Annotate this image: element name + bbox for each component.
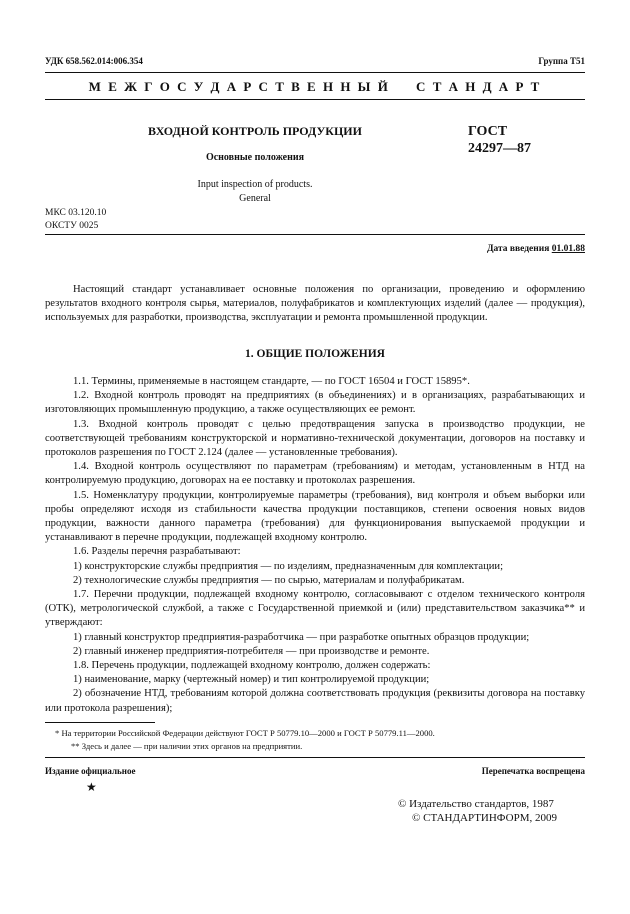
english-title-line1: Input inspection of products. <box>197 179 313 190</box>
udk-code: УДК 658.562.014:006.354 <box>45 56 143 66</box>
intro-paragraph: Настоящий стандарт устанавливает основные положения по организации, проведению и оформлению результатов входного контроля сырья, материалов, полуфабрикатов и комплектующих изделий (далее — продукция), используемых для разработки, производства, эксплуатации и ремонта промышленной продукции. <box>45 284 585 324</box>
clause-1-7: 1.7. Перечни продукции, подлежащей входному контролю, согласовывают с отделом технического контроля (ОТК), метрологической службой, а также с Государственной приемкой и (или) представительством заказчика** и утверждают: <box>45 589 585 629</box>
okstu-code: ОКСТУ 0025 <box>45 221 99 231</box>
document-subtitle: Основные положения <box>205 152 305 163</box>
document-title: ВХОДНОЙ КОНТРОЛЬ ПРОДУКЦИИ <box>148 124 362 138</box>
footnote-separator <box>45 722 155 723</box>
star-icon: ★ <box>86 780 97 794</box>
clause-1-5: 1.5. Номенклатуру продукции, контролируемые параметры (требования), вид контроля и объем выборки или пробы определяют исходя из стабильности качества продукции поставщиков, степени освоения новых видов продукции, важности данного параметра (требования) для функционирования выпускаемой продукции и устанавливают в перечне продукции, подлежащей входному контролю. <box>45 489 585 544</box>
english-title-line2: General <box>239 193 271 204</box>
footnotes <box>45 727 585 752</box>
clause-1-8-item-1: 1) наименование, марку (чертежный номер) и тип контролируемой продукции; <box>73 674 430 686</box>
footnote-2: ** Здесь и далее — при наличии этих органов на предприятии. <box>71 740 303 751</box>
clause-1-2: 1.2. Входной контроль проводят на предприятиях (в объединениях) и в организациях, разрабатывающих и изготовляющих промышленную продукцию, а также осуществляющих ее ремонт. <box>45 390 585 416</box>
clause-1-4: 1.4. Входной контроль осуществляют по параметрам (требованиям) и методам, установленным в НТД на контролируемую продукцию, договорах на ее поставку и протоколах разрешения. <box>45 461 585 487</box>
intro-date-value: 01.01.88 <box>551 244 585 254</box>
official-edition: Издание официальное <box>45 766 136 776</box>
classifier-rule <box>45 234 585 235</box>
clause-1-8-item-2: 2) обозначение НТД, требованиям которой должна соответствовать продукция (реквизиты договора на поставку или протокола разрешения); <box>45 688 585 714</box>
gost-label: ГОСТ <box>468 124 508 139</box>
footnote-1: * На территории Российской Федерации действуют ГОСТ Р 50779.10—2000 и ГОСТ Р 50779.11—2000. <box>55 728 435 738</box>
footer-rule <box>45 757 585 758</box>
clause-1-7-item-1: 1) главный конструктор предприятия-разработчика — при разработке опытных образцов продукции; <box>73 631 530 643</box>
group-code: Группа Т51 <box>538 56 585 66</box>
gost-number: 24297—87 <box>468 141 531 156</box>
reprint-prohibited: Перепечатка воспрещена <box>481 766 585 776</box>
mks-code: МКС 03.120.10 <box>45 208 107 218</box>
clause-1-3: 1.3. Входной контроль проводят с целью предотвращения запуска в производство продукции, не соответствующей требованиям конструкторской и нормативно-технической документации, договоров на поставку и протоколов разрешения по ГОСТ 2.124 (далее — установленные требования). <box>45 418 585 459</box>
clause-1-1: 1.1. Термины, применяемые в настоящем стандарте, — по ГОСТ 16504 и ГОСТ 15895*. <box>73 376 470 387</box>
intro-date <box>487 244 585 254</box>
intro-date-label: Дата введения <box>486 244 550 254</box>
clause-1-6-item-1: 1) конструкторские службы предприятия — по изделиям, предназначенным для комплектации; <box>73 560 504 572</box>
header-rule-bottom <box>45 99 585 100</box>
copyright-line-1: © Издательство стандартов, 1987 <box>398 798 554 810</box>
clause-1-7-item-2: 2) главный инженер предприятия-потребителя — при производстве и ремонте. <box>73 645 430 657</box>
copyright-line-2: © СТАНДАРТИНФОРМ, 2009 <box>412 812 557 824</box>
header-rule-top <box>45 72 585 73</box>
clause-1-8: 1.8. Перечень продукции, подлежащей входному контролю, должен содержать: <box>73 660 431 672</box>
section-1-title: 1. ОБЩИЕ ПОЛОЖЕНИЯ <box>245 348 385 360</box>
section-1-body <box>45 375 585 716</box>
clause-1-6-item-2: 2) технологические службы предприятия — по сырью, материалам и полуфабрикатам. <box>73 574 465 586</box>
interstate-standard-banner: М Е Ж Г О С У Д А Р С Т В Е Н Н Ы Й С Т А Н Д А Р Т <box>88 79 542 94</box>
clause-1-6: 1.6. Разделы перечня разрабатывают: <box>73 546 241 558</box>
